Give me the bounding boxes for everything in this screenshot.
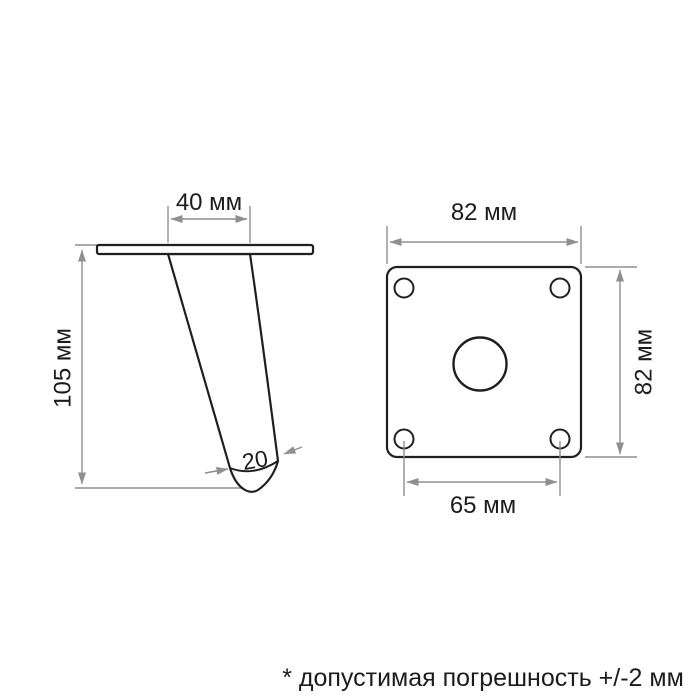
leg-side-view [97,245,313,492]
dimension-labels [50,189,684,692]
screw-hole-top-left [395,279,414,298]
plate-top-view [387,267,581,457]
label-hole-spacing: 65 мм [449,492,517,519]
label-foot-width: 20 [240,444,270,476]
mounting-plate-side [97,245,313,254]
label-top-width: 40 мм [175,189,243,216]
label-plate-width: 82 мм [450,199,518,226]
screw-hole-top-right [551,279,570,298]
leader-arrow-right [284,447,302,454]
tolerance-footnote: * допустимая погрешность +/-2 мм [282,664,684,692]
label-height: 105 мм [49,328,77,408]
label-plate-height: 82 мм [630,328,658,396]
mounting-plate-outline [387,267,581,457]
leader-arrow-left [205,469,228,473]
